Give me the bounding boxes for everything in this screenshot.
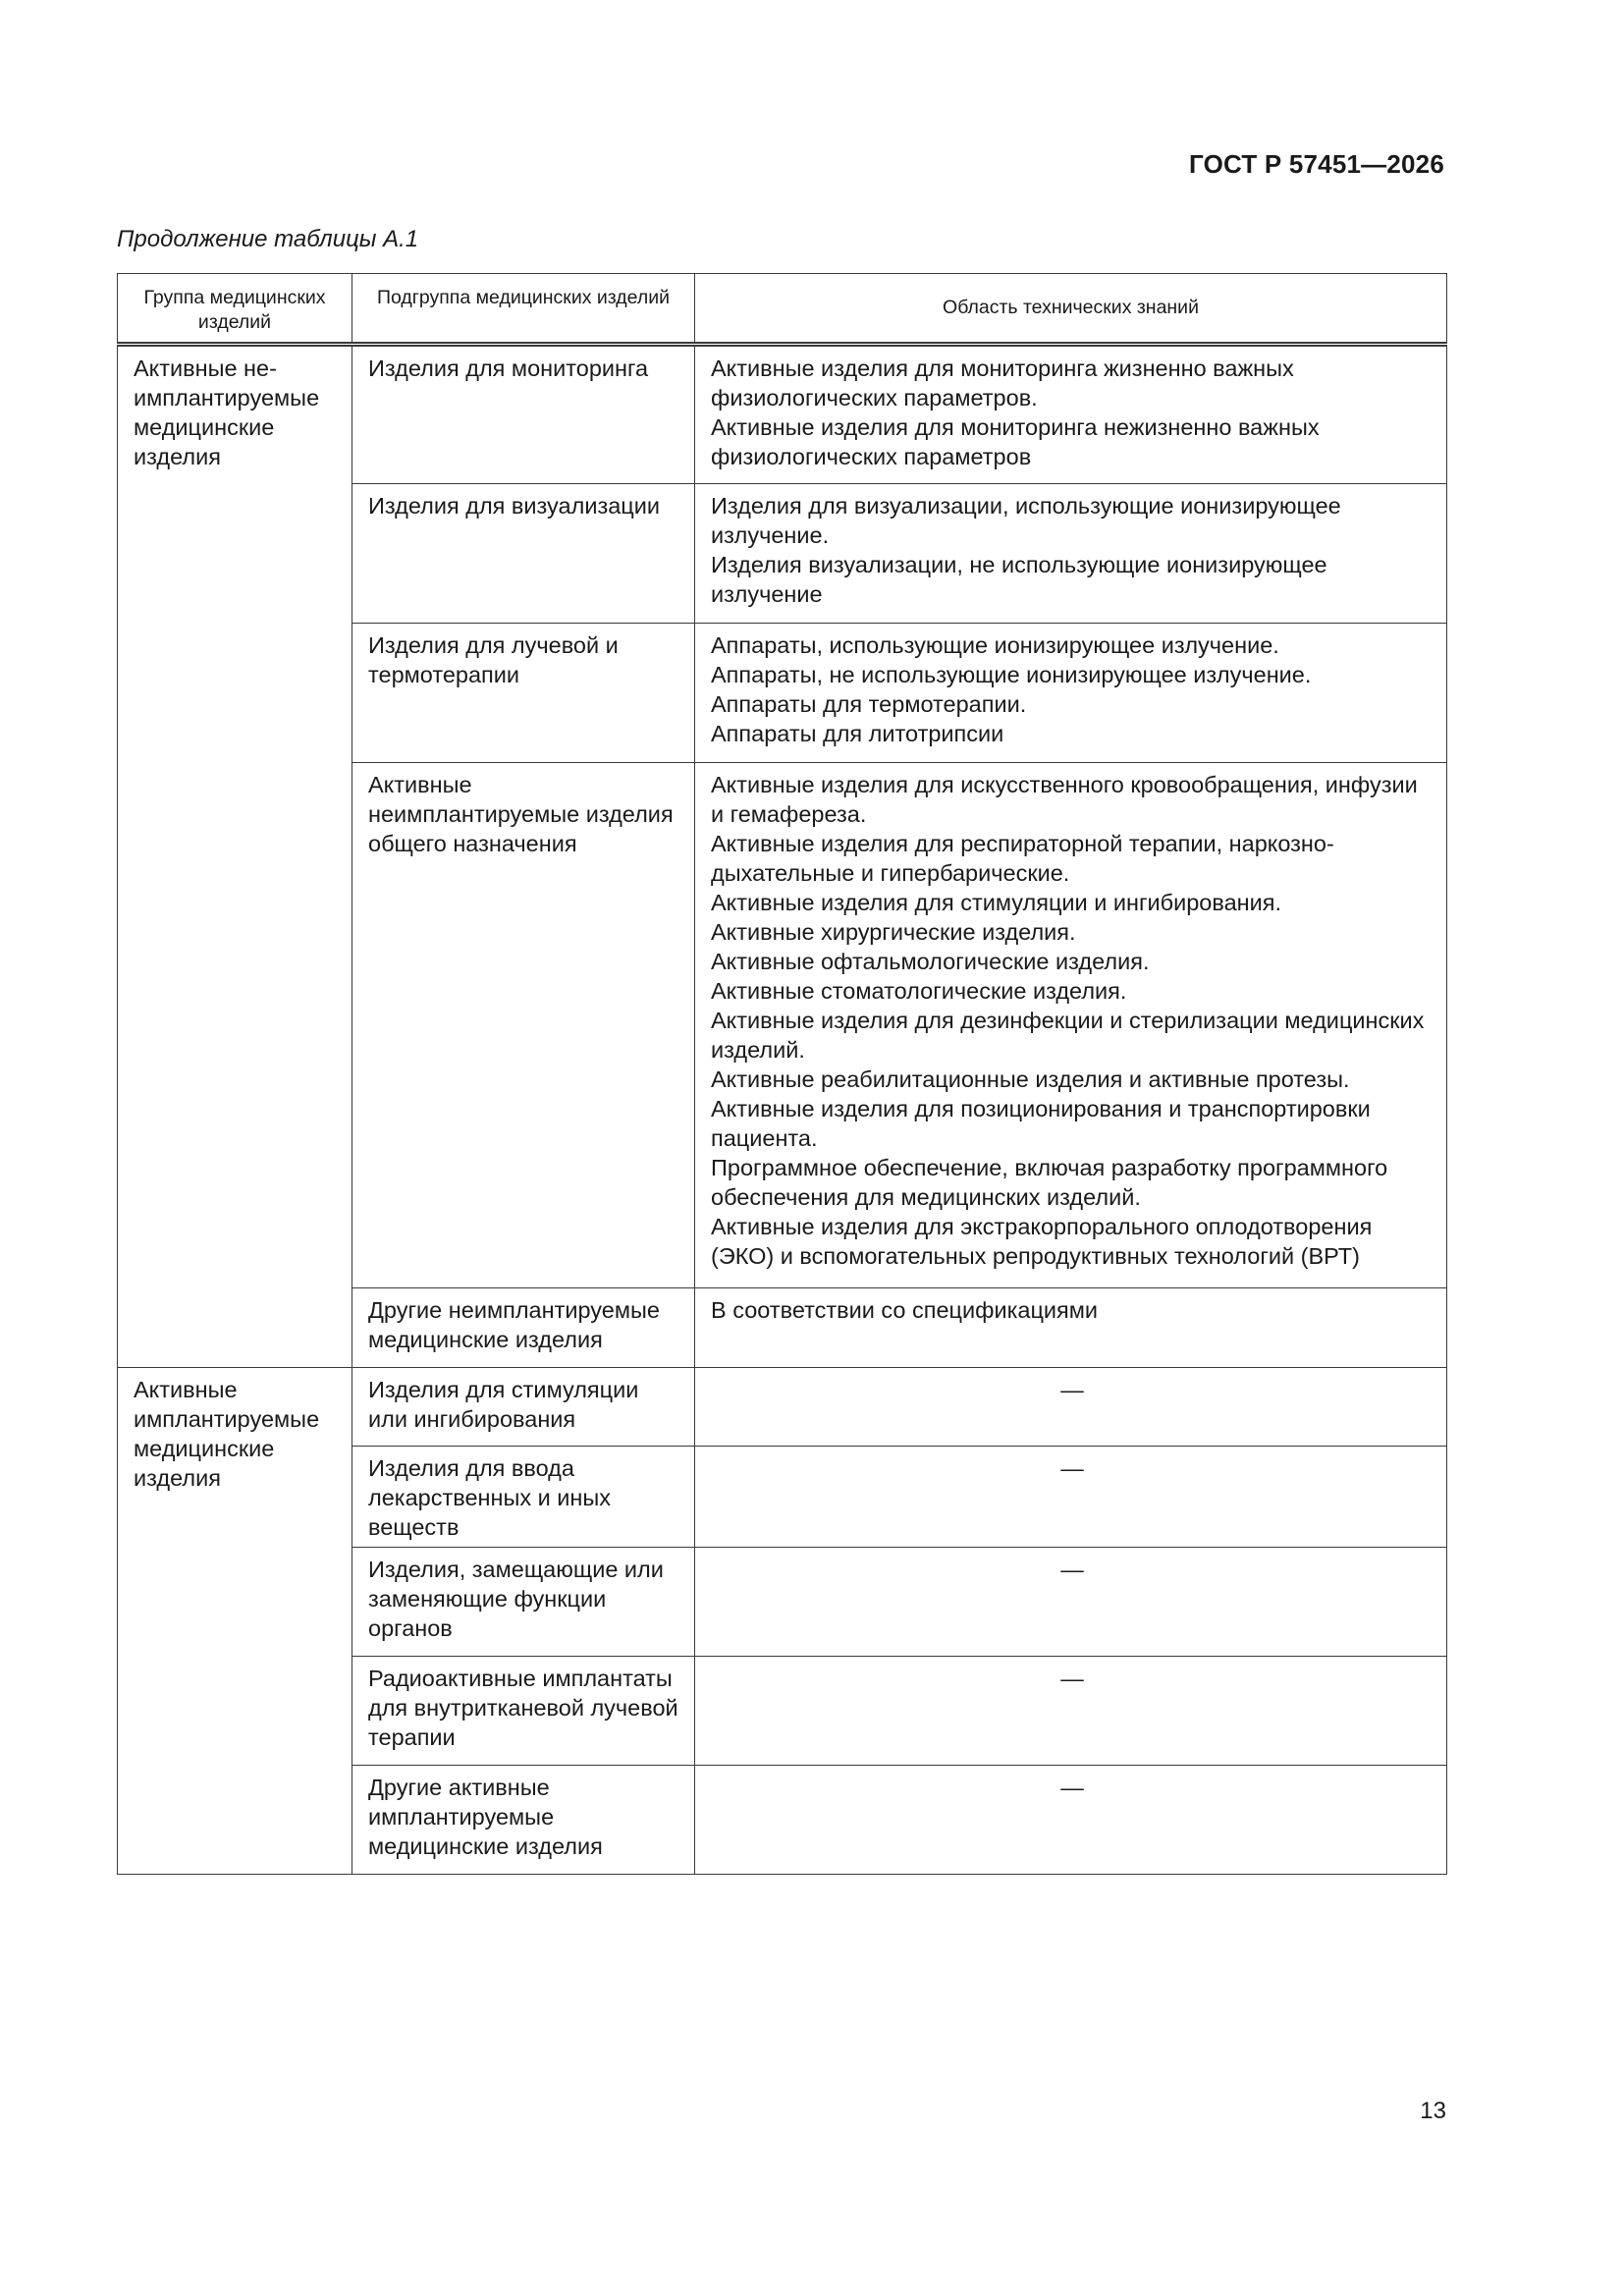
header-group: Группа медицинских изделий [118,274,352,345]
field-line: Аппараты для термотерапии. [711,691,1027,717]
field-cell: — [695,1548,1447,1657]
field-cell [695,484,1447,624]
header-field: Область технических знаний [695,274,1447,345]
subgroup-cell: Радиоактивные имплантаты для внутритканевой лучевой терапии [352,1657,695,1766]
subgroup-cell: Изделия для стимуляции или ингибирования [352,1368,695,1447]
table-row [118,1368,1447,1447]
subgroup-cell: Активные неимплантируемые изделия общего назначения [352,763,695,1288]
field-line: Активные изделия для дезинфекции и стерилизации медицинских изделий. [711,1008,1425,1063]
field-cell: — [695,1657,1447,1766]
field-line: Программное обеспечение, включая разработку программного обеспечения для медицинских изделий. [711,1155,1388,1210]
field-cell: — [695,1447,1447,1548]
subgroup-cell: Изделия для лучевой и термотерапии [352,624,695,763]
field-line: Аппараты, не использующие ионизирующее излучение. [711,662,1312,687]
field-line: Изделия визуализации, не использующие ионизирующее излучение [711,552,1327,607]
field-line: Активные изделия для мониторинга жизненно важных физиологических параметров. [711,355,1294,410]
field-line: Активные изделия для искусственного кровообращения, инфузии и гемафереза. [711,772,1418,827]
field-line: Активные офтальмологические изделия. [711,949,1150,974]
field-cell [695,345,1447,484]
field-line: Активные изделия для экстракорпорального оплодотворения (ЭКО) и вспомогательных репродуктивных технологий (ВРТ) [711,1214,1373,1269]
subgroup-cell: Изделия, замещающие или заменяющие функции органов [352,1548,695,1657]
classification-table [117,273,1447,1875]
table-caption: Продолжение таблицы А.1 [117,226,419,252]
field-line: Активные стоматологические изделия. [711,978,1127,1004]
subgroup-cell: Другие активные имплантируемые медицинские изделия [352,1766,695,1875]
field-line: Активные изделия для респираторной терапии, наркозно-дыхательные и гипербарические. [711,831,1334,886]
field-line: Активные реабилитационные изделия и активные протезы. [711,1066,1350,1092]
field-line: Активные изделия для позиционирования и транспортировки пациента. [711,1096,1371,1151]
field-cell [695,624,1447,763]
header-subgroup: Подгруппа медицинских изделий [352,274,695,345]
subgroup-cell: Изделия для ввода лекарственных и иных веществ [352,1447,695,1548]
field-cell [695,1288,1447,1368]
document-standard-code: ГОСТ Р 57451—2026 [1189,149,1444,179]
field-cell: — [695,1368,1447,1447]
subgroup-cell: Другие неимплантируемые медицинские изделия [352,1288,695,1368]
field-line: Активные изделия для стимуляции и ингибирования. [711,890,1282,915]
subgroup-cell: Изделия для мониторинга [352,345,695,484]
subgroup-cell: Изделия для визуализации [352,484,695,624]
field-line: Аппараты для литотрипсии [711,721,1004,746]
page-number: 13 [1420,2098,1446,2124]
field-line: Аппараты, использующие ионизирующее излучение. [711,632,1279,658]
table-header-row [118,274,1447,345]
field-cell: — [695,1766,1447,1875]
field-line: В соответствии со спецификациями [711,1297,1099,1323]
field-line: Активные изделия для мониторинга нежизненно важных физиологических параметров [711,414,1320,469]
group-cell: Активные имплантируемые медицинские изделия [118,1368,352,1875]
field-cell [695,763,1447,1288]
field-line: Активные хирургические изделия. [711,919,1076,945]
table-row [118,345,1447,484]
group-cell: Активные не-имплантируемые медицинские изделия [118,345,352,1368]
field-line: Изделия для визуализации, использующие ионизирующее излучение. [711,493,1341,548]
